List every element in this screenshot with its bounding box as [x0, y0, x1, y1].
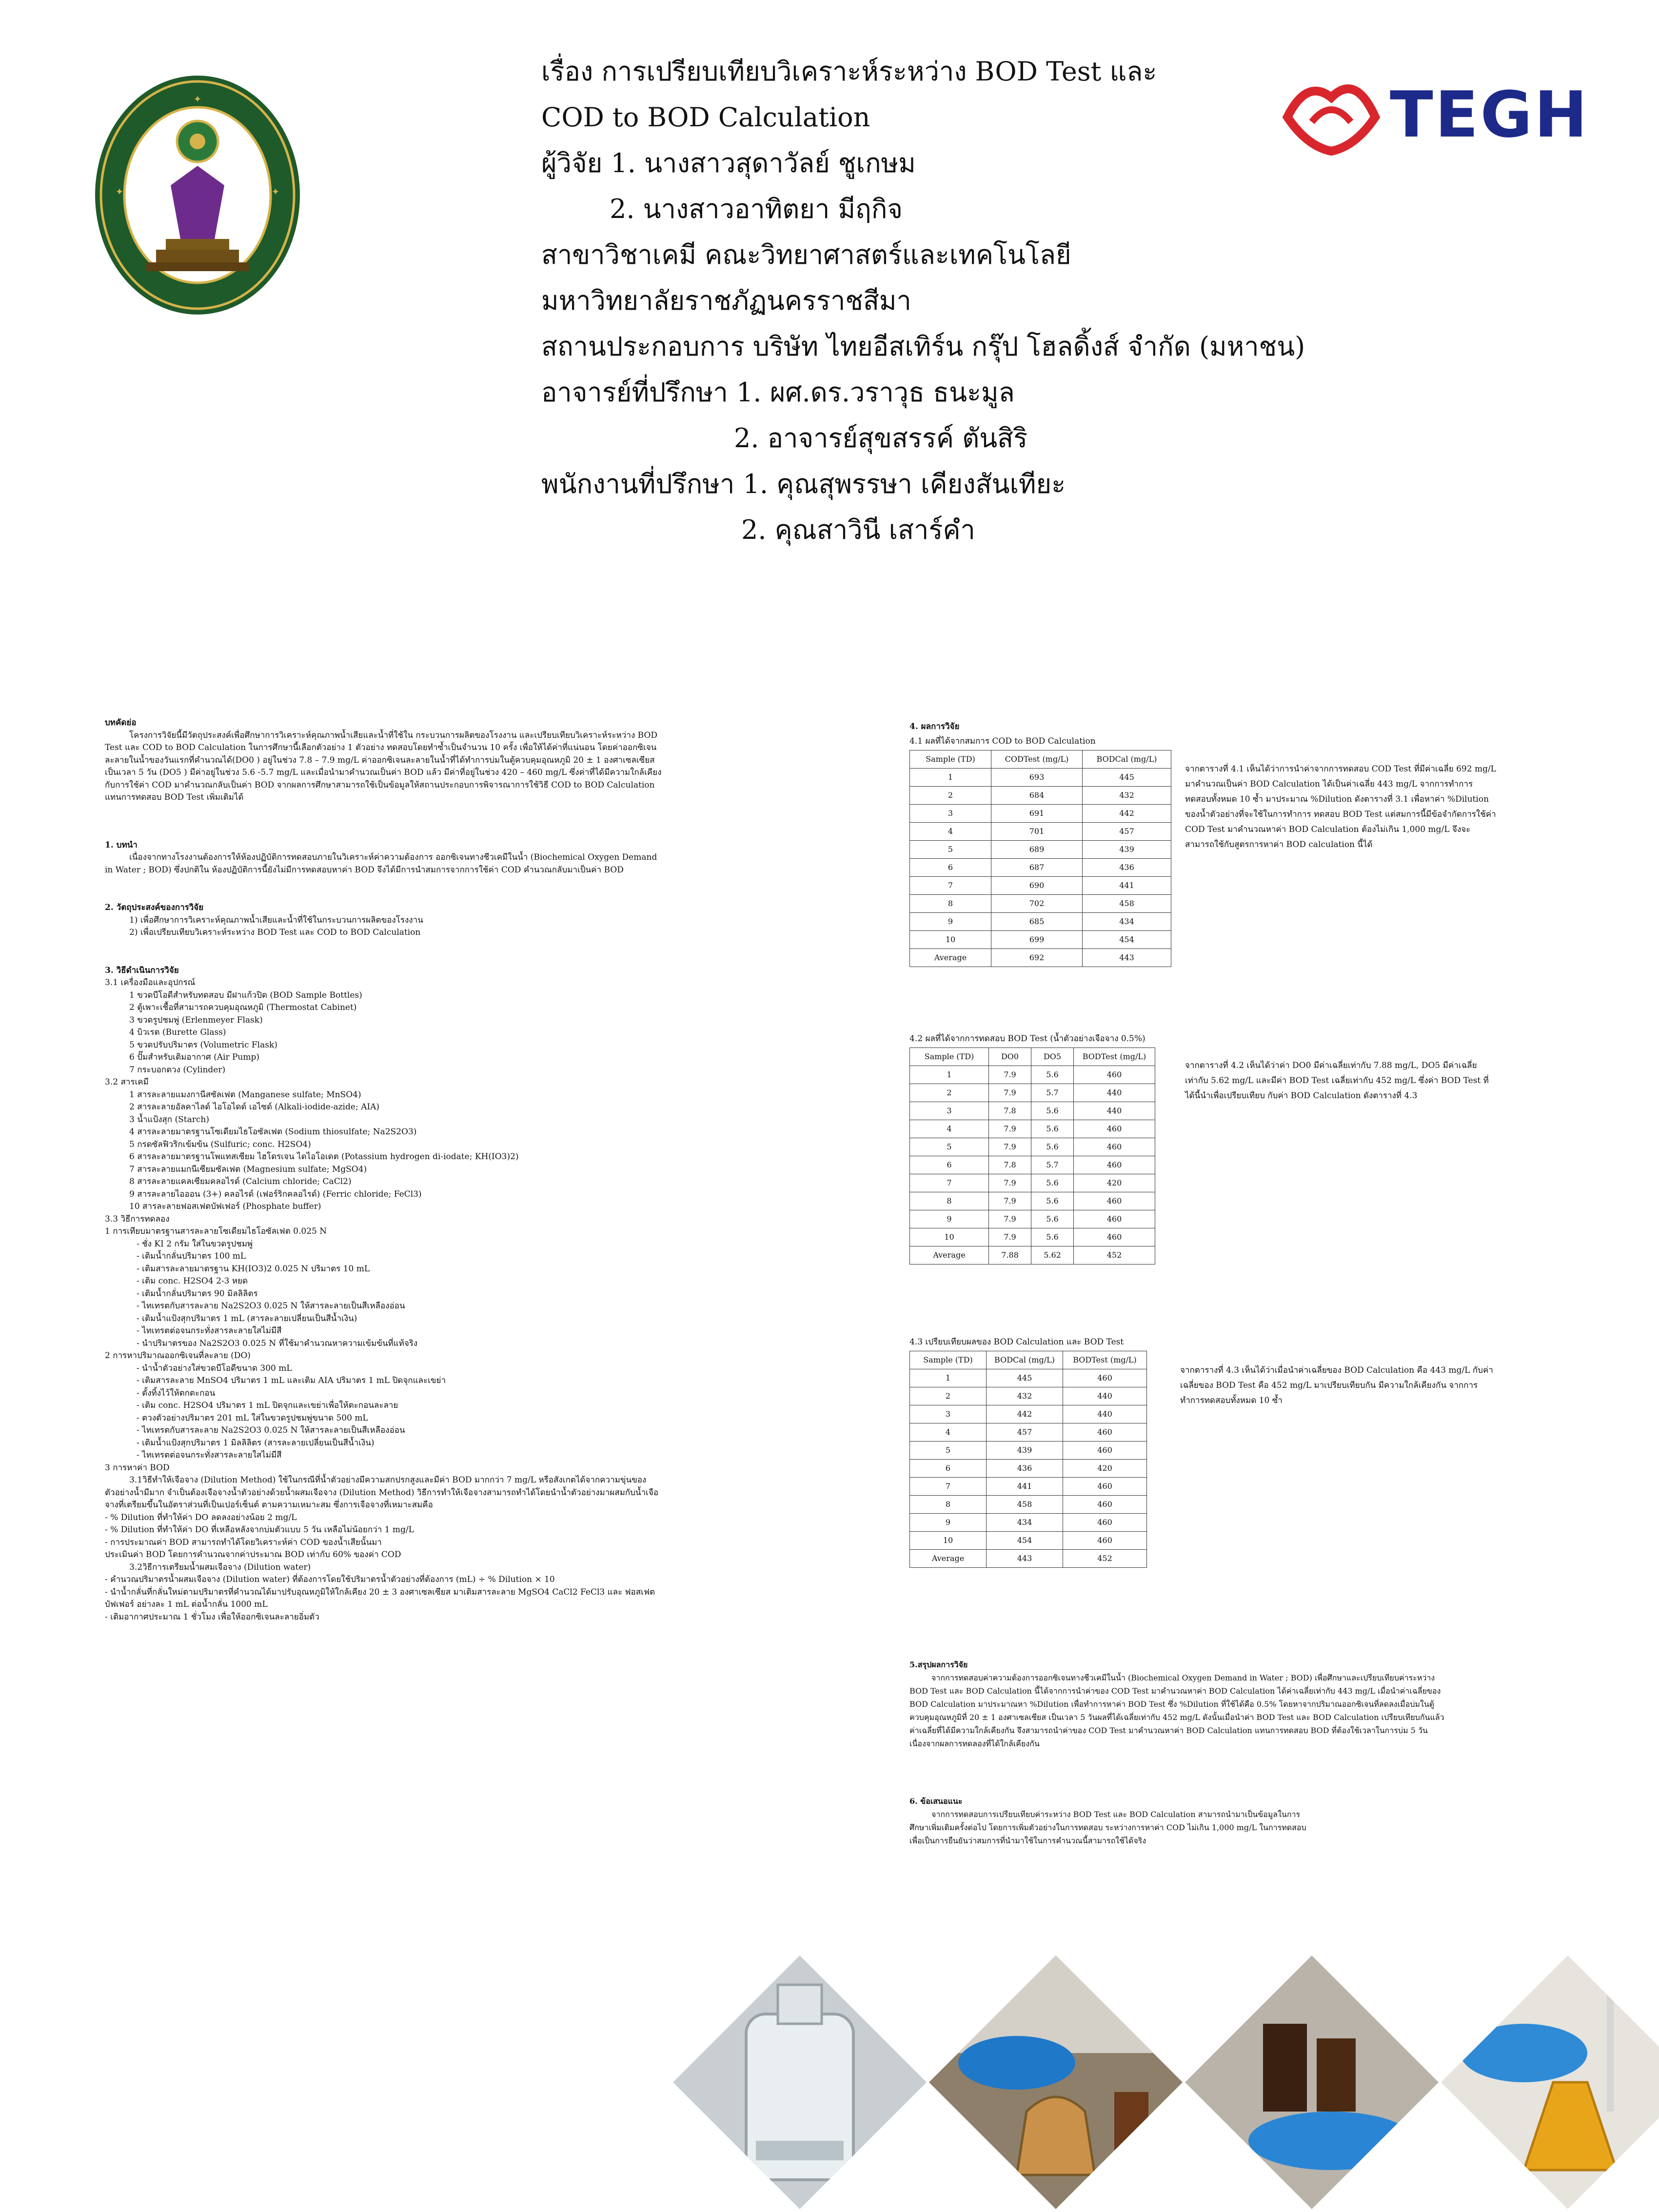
table-header-cell: CODTest (mg/L) — [991, 750, 1083, 769]
table-cell: 452 — [1063, 1550, 1147, 1568]
equipment-item: 3 ขวดรูปชมพู่ (Erlenmeyer Flask) — [129, 1015, 263, 1025]
table-2-caption: 4.2 ผลที่ได้จากการทดสอบ BOD Test (น้ำตัวอย่างเจือจาง 0.5%) — [909, 1034, 1146, 1044]
table-header-cell: DO5 — [1031, 1048, 1074, 1066]
table-cell: 5.6 — [1031, 1174, 1074, 1192]
table-row — [910, 1102, 1155, 1120]
photo-flask-yellow-graphic — [1441, 1955, 1659, 2209]
table-cell: 7 — [910, 877, 991, 895]
table-row — [910, 1210, 1155, 1228]
department: สาขาวิชาเคมี คณะวิทยาศาสตร์และเทคโนโลยี — [541, 239, 1071, 270]
table-row — [910, 1514, 1147, 1532]
table-cell: 439 — [1083, 841, 1171, 859]
equipment-item: 5 ขวดปรับปริมาตร (Volumetric Flask) — [129, 1040, 277, 1050]
table-cell: 457 — [987, 1423, 1063, 1442]
table-cell: 5.7 — [1031, 1156, 1074, 1174]
table-row — [910, 1387, 1147, 1405]
advisor-1: อาจารย์ที่ปรึกษา 1. ผศ.ดร.วราวุธ ธนะมูล — [541, 377, 1015, 408]
table-2-note: จากตารางที่ 4.2 เห็นได้ว่าค่า DO0 มีค่าเฉลี่ยเท่ากับ 7.88 mg/L, DO5 มีค่าเฉลี่ยเท่ากับ 5.62 mg/L และมีค่า BOD Test เฉลี่ยเท่ากับ 452 mg/L ซึ่งค่า BOD Test ที่ได้นี้นำเพื่อเปรียบเทียบ กับค่า BOD Calculation ดังตารางที่ 4.3 — [1185, 1061, 1489, 1101]
table-cell: 460 — [1063, 1423, 1147, 1442]
table-cell: 460 — [1074, 1210, 1155, 1228]
table-row — [910, 1478, 1147, 1496]
table-cell: 5.6 — [1031, 1192, 1074, 1210]
table-cell: 460 — [1063, 1532, 1147, 1550]
staff-advisor-1: พนักงานที่ปรึกษา 1. คุณสุพรรษา เคียงสันเทียะ — [541, 469, 1066, 499]
table-cell: 7.9 — [989, 1228, 1031, 1246]
equipment-item: 7 กระบอกตวง (Cylinder) — [129, 1065, 226, 1075]
table-cell: 454 — [1083, 931, 1171, 949]
procedure-3-2-item: - นำน้ำกลั่นที่กลั่นใหม่ตามปริมาตรที่คำนวณได้มาปรับอุณหภูมิให้ใกล้เคียง 20 ± 3 องศาเซลเซียส มาเติมสารละลาย MgSO4 CaCl2 FeCl3 และ ฟอสเฟตบัฟเฟอร์ อย่างละ 1 mL ต่อน้ำกลั่น 1000 mL — [105, 1587, 655, 1609]
table-cell: 2 — [910, 787, 991, 805]
table-cell: 436 — [987, 1460, 1063, 1478]
table-cell: 685 — [991, 913, 1083, 931]
photo-lab-work — [1185, 1955, 1439, 2209]
table-cell: 7.9 — [989, 1084, 1031, 1102]
recommend-text: จากการทดสอบการเปรียบเทียบค่าระหว่าง BOD Test และ BOD Calculation สามารถนำมาเป็นข้อมูลในการศึกษาเพิ่มเติมครั้งต่อไป โดยการเพิ่มตัวอย่างในการทดสอบ ระหว่างการหาค่า COD ไม่เกิน 1,000 mg/L ในการทดสอบเพื่อเป็นการยืนยันว่าสมการที่นำมาใช้ในการคำนวณนี้สามารถใช้ได้จริง — [909, 1810, 1306, 1845]
table-header-row — [910, 750, 1171, 769]
table-cell: 8 — [910, 1192, 989, 1210]
table-bod-comparison — [909, 1351, 1147, 1568]
table-cell: 458 — [1083, 895, 1171, 913]
objectives-title: 2. วัตถุประสงค์ของการวิจัย — [105, 903, 204, 912]
intro-text: เนื่องจากทางโรงงานต้องการให้ห้องปฏิบัติการทดสอบภายในวิเคราะห์ค่าความต้องการ ออกซิเจนทางชีวเคมีในน้ำ (Biochemical Oxygen Demand in Water ; BOD) ซึ่งปกติใน ห้องปฏิบัติการนี้ยังไม่มีการทดสอบหาค่า BOD จึงได้มีการนำสมการจากการใช้ค่า COD คำนวณกลับมาเป็นค่า BOD — [105, 852, 657, 875]
table-row — [910, 1496, 1147, 1514]
table-row — [910, 1156, 1155, 1174]
chemical-item: 9 สารละลายไอออน (3+) คลอไรด์ (เฟอร์ริกคลอไรด์) (Ferric chloride; FeCl3) — [129, 1189, 422, 1199]
table-cell: 441 — [1083, 877, 1171, 895]
table-cell: 434 — [987, 1514, 1063, 1532]
equipment-item: 1 ขวดบีโอดีสำหรับทดสอบ มีฝาแก้วปิด (BOD Sample Bottles) — [129, 990, 362, 1000]
table-cell: 687 — [991, 859, 1083, 877]
procedure-step: - เติมน้ำแป้งสุกปริมาตร 1 มิลลิลิตร (สารละลายเปลี่ยนเป็นสีน้ำเงิน) — [137, 1438, 375, 1448]
table-cell: 445 — [987, 1369, 1063, 1387]
title-line-1: เรื่อง การเปรียบเทียบวิเคราะห์ระหว่าง BOD Test และ — [541, 56, 1157, 87]
chemical-item: 4 สารละลายมาตรฐานโซเดียมไธโอซัลเฟต (Sodium thiosulfate; Na2S2O3) — [129, 1127, 417, 1137]
table-row — [910, 895, 1171, 913]
table-cell: 5 — [910, 841, 991, 859]
table-cell: 4 — [910, 1423, 987, 1442]
table-row — [910, 1066, 1155, 1084]
table-cell: 3 — [910, 805, 991, 823]
chemical-item: 6 สารละลายมาตรฐานโพแทสเซียม ไฮโดรเจน ไดไอโอเดต (Potassium hydrogen di-iodate; KH(IO3)2) — [129, 1152, 519, 1162]
table-row — [910, 1138, 1155, 1156]
table-cell: 1 — [910, 1369, 987, 1387]
table-row — [910, 1423, 1147, 1442]
procedure-step: - นำปริมาตรของ Na2S2O3 0.025 N ที่ใช้มาคำนวณหาความเข้มข้นที่แท้จริง — [137, 1338, 418, 1348]
table-cell: 7.8 — [989, 1156, 1031, 1174]
procedure-step: - เติมน้ำกลั่นปริมาตร 90 มิลลิลิตร — [137, 1288, 258, 1299]
table-cell: 689 — [991, 841, 1083, 859]
procedure-step: - เติมน้ำแป้งสุกปริมาตร 1 mL (สารละลายเปลี่ยนเป็นสีน้ำเงิน) — [137, 1313, 357, 1323]
table-row — [910, 787, 1171, 805]
table-cell: 460 — [1074, 1156, 1155, 1174]
procedure-3-2-title: 3.2วิธีการเตรียมน้ำผสมเจือจาง (Dilution water) — [129, 1562, 311, 1572]
intro-title: 1. บทนำ — [105, 840, 138, 850]
table-cell: 442 — [987, 1405, 1063, 1423]
procedure-3-item: ประเมินค่า BOD โดยการคำนวณจากค่าประมาณ BOD เท่ากับ 60% ของค่า COD — [105, 1550, 401, 1560]
photo-lab-work-graphic — [1185, 1955, 1439, 2209]
procedure-step: - เติมสารละลายมาตรฐาน KH(IO3)2 0.025 N ปริมาตร 10 mL — [137, 1264, 370, 1274]
photo-titration — [929, 1955, 1183, 2209]
table-cell: 460 — [1063, 1369, 1147, 1387]
procedure-3-title: 3 การหาค่า BOD — [105, 1462, 170, 1473]
equipment-title: 3.1 เครื่องมือและอุปกรณ์ — [105, 978, 196, 988]
title-line-2: COD to BOD Calculation — [541, 102, 870, 133]
table-row — [910, 1405, 1147, 1423]
table-header-cell: Sample (TD) — [910, 750, 991, 769]
table-cell: 460 — [1074, 1228, 1155, 1246]
chemical-item: 7 สารละลายแมกนีเซียมซัลเฟต (Magnesium sulfate; MgSO4) — [129, 1164, 367, 1174]
procedure-step: - เติม conc. H2SO4 ปริมาตร 1 mL ปิดจุกและเขย่าเพื่อให้ตะกอนละลาย — [137, 1401, 398, 1410]
table-cell: 460 — [1063, 1514, 1147, 1532]
table-cell: 7.9 — [989, 1210, 1031, 1228]
table-cell: 6 — [910, 1156, 989, 1174]
chemical-item: 8 สารละลายแคลเซียมคลอไรด์ (Calcium chloride; CaCl2) — [129, 1177, 352, 1186]
summary-text: จากการทดสอบค่าความต้องการออกซิเจนทางชีวเคมีในน้ำ (Biochemical Oxygen Demand in Water ; BOD) เพื่อศึกษาและเปรียบเทียบค่าระหว่าง BOD Test และ BOD Calculation นี้ได้จากการนำค่าของ COD Test มาคำนวณหาค่า BOD Calculation ได้ค่าเฉลี่ยเท่ากับ 443 mg/L เมื่อนำค่าเฉลี่ยของ BOD Calculation มาประมาณหา %Dilution เพื่อทำการหาค่า BOD Test ซึ่ง %Dilution ที่ใช้ได้คือ 0.5% โดยหาจากปริมาณออกซิเจนที่ลดลงเมื่อบ่มในตู้ควบคุมอุณหภูมิที่ 20 ± 1 องศาเซลเซียส เป็นเวลา 5 วันผลที่ได้เฉลี่ยเท่ากับ 452 mg/L ดังนั้นเมื่อนำค่า BOD Test และ BOD Calculation เปรียบเทียบกันแล้ว ค่าเฉลี่ยที่ได้มีความใกล้เคียงกัน จึงสามารถนำค่าของ COD Test มาคำนวณหาค่า BOD Calculation แทนการทดสอบ BOD ที่ต้องใช้เวลาในการบ่ม 5 วัน เนื่องจากผลการทดลองที่ได้ใกล้เคียงกัน — [909, 1673, 1444, 1748]
table-cod-to-bod — [909, 750, 1171, 967]
table-3-caption: 4.3 เปรียบเทียบผลของ BOD Calculation และ BOD Test — [909, 1337, 1124, 1347]
procedure-2-title: 2 การหาปริมาณออกซิเจนที่ละลาย (DO) — [105, 1351, 251, 1361]
procedure-3-2-item: - เติมอากาศประมาณ 1 ชั่วโมง เพื่อให้ออกซิเจนละลายอิ่มตัว — [105, 1612, 319, 1622]
abstract-text: โครงการวิจัยนี้มีวัตถุประสงค์เพื่อศึกษาการวิเคราะห์คุณภาพน้ำเสียและน้ำที่ใช้ใน กระบวนการผลิตของโรงงาน และเปรียบเทียบวิเคราะห์ระหว่าง BOD Test และ COD to BOD Calculation ในการศึกษานี้เลือกตัวอย่าง 1 ตัวอย่าง ทดสอบโดยทำซ้ำเป็นจำนวน 10 ครั้ง เพื่อให้ได้ค่าที่แน่นอน โดยค่าออกซิเจนละลายในน้ำของวันแรกที่คำนวณได้(DO0 ) อยู่ในช่วง 7.8 – 7.9 mg/L ค่าออกซิเจนละลายในน้ำที่ได้ทำการบ่มในตู้ควบคุมอุณหภูมิ 20 ± 1 องศาเซลเซียส เป็นเวลา 5 วัน (DO5 ) มีค่าอยู่ในช่วง 5.6 -5.7 mg/L และเมื่อนำมาคำนวณเป็นค่า BOD แล้ว มีค่าที่อยู่ในช่วง 420 – 460 mg/L ซึ่งค่าที่ได้มีความใกล้เคียงกับการใช้ค่า COD มาคำนวณกลับเป็นค่า BOD จากผลการศึกษาสามารถใช้เป็นข้อมูลให้สถานประกอบการพิจารณาการใช้วิธี COD to BOD Calculation แทนการทดสอบ BOD Test เพิ่มเติมได้ — [105, 730, 662, 802]
table-cell: 6 — [910, 859, 991, 877]
table-row — [910, 931, 1171, 949]
table-cell: 7.9 — [989, 1192, 1031, 1210]
table-cell: 699 — [991, 931, 1083, 949]
procedure-3-item: - การประมาณค่า BOD สามารถทำได้โดยวิเคราะห์ค่า COD ของน้ำเสียนั้นมา — [105, 1537, 382, 1547]
table-row — [910, 1084, 1155, 1102]
table-cell: 432 — [1083, 787, 1171, 805]
table-row — [910, 841, 1171, 859]
procedure-3-2-item: - คำนวณปริมาตรน้ำผสมเจือจาง (Dilution water) ที่ต้องการโดยใช้ปริมาตรน้ำตัวอย่างที่ต้องการ (mL) ÷ % Dilution × 10 — [105, 1575, 555, 1584]
table-cell: 420 — [1063, 1460, 1147, 1478]
table-cell: 684 — [991, 787, 1083, 805]
chemical-item: 5 กรดซัลฟิวริกเข้มข้น (Sulfuric; conc. H2SO4) — [129, 1139, 311, 1149]
svg-text:TEGH: TEGH — [1390, 78, 1589, 152]
objective-item: 2) เพื่อเปรียบเทียบวิเคราะห์ระหว่าง BOD Test และ COD to BOD Calculation — [129, 928, 421, 937]
equipment-item: 6 ปั๊มสำหรับเติมอากาศ (Air Pump) — [129, 1052, 260, 1062]
table-row — [910, 1120, 1155, 1138]
svg-text:✦: ✦ — [193, 93, 202, 105]
table-cell: 7.88 — [989, 1246, 1031, 1264]
table-cell: 460 — [1074, 1192, 1155, 1210]
table-cell: 7.9 — [989, 1120, 1031, 1138]
chemical-item: 1 สารละลายแมงกานีสซัลเฟต (Manganese sulfate; MnSO4) — [129, 1089, 361, 1100]
table-cell: 460 — [1074, 1138, 1155, 1156]
photo-titration-graphic — [929, 1955, 1183, 2209]
svg-text:✦: ✦ — [271, 186, 280, 198]
table-cell: 5.6 — [1031, 1210, 1074, 1228]
table-header-cell: BODTest (mg/L) — [1063, 1351, 1147, 1369]
table-row — [910, 1550, 1147, 1568]
results-title: 4. ผลการวิจัย — [909, 722, 960, 731]
left-column — [105, 717, 666, 1623]
photo-bod-bottle-graphic — [673, 1955, 927, 2209]
table-header-row — [910, 1351, 1147, 1369]
table-cell: Average — [910, 1550, 987, 1568]
procedure-step: - ไทเทรตต่อจนกระทั่งสารละลายใสไม่มีสี — [137, 1326, 282, 1336]
table-row — [910, 1192, 1155, 1210]
table-cell: 690 — [991, 877, 1083, 895]
chemical-item: 3 น้ำแป้งสุก (Starch) — [129, 1114, 209, 1125]
procedure-step: - ชั่ง KI 2 กรัม ใส่ในขวดรูปชมพู่ — [137, 1239, 253, 1249]
photo-bod-bottle — [673, 1955, 927, 2209]
table-row — [910, 823, 1171, 841]
procedure-step: - ตวงตัวอย่างปริมาตร 201 mL ใส่ในขวดรูปชมพู่ขนาด 500 mL — [137, 1413, 368, 1423]
table-cell: 443 — [1083, 949, 1171, 967]
table-cell: 693 — [991, 769, 1083, 787]
procedure-step: - เติม conc. H2SO4 2-3 หยด — [137, 1276, 248, 1286]
procedure-title: 3.3 วิธีการทดลอง — [105, 1214, 170, 1224]
table-cell: 440 — [1063, 1387, 1147, 1405]
table-cell: 445 — [1083, 769, 1171, 787]
table-cell: 439 — [987, 1442, 1063, 1460]
table-header-cell: Sample (TD) — [910, 1048, 989, 1066]
objective-item: 1) เพื่อศึกษาการวิเคราะห์คุณภาพน้ำเสียและน้ำที่ใช้ในกระบวนการผลิตของโรงงาน — [129, 915, 423, 925]
table-cell: 9 — [910, 1210, 989, 1228]
table-cell: 5 — [910, 1138, 989, 1156]
table-cell: 9 — [910, 913, 991, 931]
table-cell: Average — [910, 1246, 989, 1264]
table-cell: 10 — [910, 1228, 989, 1246]
table-cell: 460 — [1074, 1120, 1155, 1138]
table-cell: 442 — [1083, 805, 1171, 823]
table-row — [910, 769, 1171, 787]
researcher-2: 2. นางสาวอาทิตยา มีฤกิจ — [610, 194, 903, 224]
table-1-caption: 4.1 ผลที่ได้จากสมการ COD to BOD Calculation — [909, 736, 1096, 746]
table-cell: 8 — [910, 1496, 987, 1514]
photo-flask-yellow — [1441, 1955, 1659, 2209]
table-row — [910, 1228, 1155, 1246]
procedure-step: - เติมน้ำกลั่นปริมาตร 100 mL — [137, 1251, 246, 1261]
table-cell: 434 — [1083, 913, 1171, 931]
table-cell: 436 — [1083, 859, 1171, 877]
table-cell: 441 — [987, 1478, 1063, 1496]
table-cell: Average — [910, 949, 991, 967]
table-cell: 7 — [910, 1478, 987, 1496]
table-cell: 443 — [987, 1550, 1063, 1568]
table-row — [910, 1532, 1147, 1550]
table-cell: 1 — [910, 769, 991, 787]
table-bod-test — [909, 1047, 1155, 1264]
table-cell: 432 — [987, 1387, 1063, 1405]
table-header-cell: BODCal (mg/L) — [1083, 750, 1171, 769]
table-header-cell: Sample (TD) — [910, 1351, 987, 1369]
table-3-note: จากตารางที่ 4.3 เห็นได้ว่าเมื่อนำค่าเฉลี่ยของ BOD Calculation คือ 443 mg/L กับค่าเฉลี่ยของ BOD Test คือ 452 mg/L มาเปรียบเทียบกัน มีความใกล้เคียงกัน จากการทำการทดสอบทั้งหมด 10 ซ้ำ — [1180, 1365, 1493, 1405]
abstract-title: บทคัดย่อ — [105, 718, 137, 728]
procedure-3-intro: 3.1วิธีทำให้เจือจาง (Dilution Method) ใช้ในกรณีที่น้ำตัวอย่างมีความสกปรกสูงและมีค่า BOD มากกว่า 7 mg/L หรือสังเกตได้จากความขุ่นของตัวอย่างน้ำมีมาก จำเป็นต้องเจือจางน้ำตัวอย่างด้วยน้ำผสมเจือจาง (Dilution Method) วิธีการทำให้เจือจางสามารถทำได้โดยนำน้ำตัวอย่างมาผสมกับน้ำเจือจางที่เตรียมขึ้นในอัตราส่วนที่เป็นเปอร์เซ็นต์ ตามความเหมาะสม ซึ่งการเจือจางที่เหมาะสมคือ — [105, 1475, 659, 1510]
table-cell: 454 — [987, 1532, 1063, 1550]
table-cell: 5.6 — [1031, 1102, 1074, 1120]
table-cell: 2 — [910, 1084, 989, 1102]
table-cell: 460 — [1063, 1496, 1147, 1514]
table-cell: 440 — [1074, 1084, 1155, 1102]
staff-advisor-2: 2. คุณสาวินี เสาร์คำ — [741, 514, 975, 545]
chemical-item: 2 สารละลายอัลคาไลด์ ไอโอไดด์ เอไซด์ (Alkali-iodide-azide; AIA) — [129, 1102, 379, 1112]
table-cell: 8 — [910, 895, 991, 913]
table-row — [910, 949, 1171, 967]
table-cell: 457 — [1083, 823, 1171, 841]
table-cell: 5.6 — [1031, 1138, 1074, 1156]
procedure-step: - ไทเทรตกับสารละลาย Na2S2O3 0.025 N ให้สารละลายเป็นสีเหลืองอ่อน — [137, 1425, 405, 1435]
table-cell: 702 — [991, 895, 1083, 913]
procedure-step: - เติมสารละลาย MnSO4 ปริมาตร 1 mL และเติม AIA ปริมาตร 1 mL ปิดจุกและเขย่า — [137, 1376, 446, 1385]
table-cell: 452 — [1074, 1246, 1155, 1264]
table-header-cell: BODTest (mg/L) — [1074, 1048, 1155, 1066]
summary-title: 5.สรุปผลการวิจัย — [909, 1660, 968, 1669]
table-cell: 7 — [910, 1174, 989, 1192]
table-row — [910, 859, 1171, 877]
table-cell: 10 — [910, 931, 991, 949]
table-cell: 1 — [910, 1066, 989, 1084]
university: มหาวิทยาลัยราชภัฏนครราชสีมา — [541, 285, 911, 316]
university-seal — [93, 73, 302, 317]
company: สถานประกอบการ บริษัท ไทยอีสเทิร์น กรุ๊ป โฮลดิ้งส์ จำกัด (มหาชน) — [541, 331, 1305, 362]
procedure-3-item: - % Dilution ที่ทำให้ค่า DO ที่เหลือหลังจากบ่มตัวแบบ 5 วัน เหลือไม่น้อยกว่า 1 mg/L — [105, 1525, 414, 1535]
table-cell: 4 — [910, 823, 991, 841]
table-header-cell: DO0 — [989, 1048, 1031, 1066]
table-cell: 691 — [991, 805, 1083, 823]
summary-section — [909, 1658, 1456, 1750]
procedure-1-title: 1 การเทียบมาตรฐานสารละลายโซเดียมไธโอซัลเฟต 0.025 N — [105, 1226, 327, 1236]
table-cell: 440 — [1063, 1405, 1147, 1423]
table-header-row — [910, 1048, 1155, 1066]
table-cell: 5.7 — [1031, 1084, 1074, 1102]
table-1-note: จากตารางที่ 4.1 เห็นได้ว่าการนำค่าจากการทดสอบ COD Test ที่มีค่าเฉลี่ย 692 mg/L มาคำนวณเป็นค่า BOD Calculation ได้เป็นค่าเฉลี่ย 443 mg/L จากการทำการทดสอบทั้งหมด 10 ซ้ำ มาประมาณ %Dilution ดังตารางที่ 3.1 เพื่อหาค่า %Dilution ของน้ำตัวอย่างที่จะใช้ในการทำการ ทดสอบ BOD Test แต่สมการนี้มีข้อจำกัดการใช้ค่า COD Test มาคำนวณหาค่า BOD Calculation ต้องไม่เกิน 1,000 mg/L จึงจะสามารถใช้กับสูตรการหาค่า BOD calculation นี้ได้ — [1185, 764, 1496, 849]
table-cell: 460 — [1063, 1442, 1147, 1460]
table-cell: 2 — [910, 1387, 987, 1405]
table-cell: 5.6 — [1031, 1120, 1074, 1138]
table-cell: 5 — [910, 1442, 987, 1460]
advisor-2: 2. อาจารย์สุขสรรค์ ตันสิริ — [734, 423, 1028, 454]
table-cell: 460 — [1063, 1478, 1147, 1496]
table-row — [910, 1246, 1155, 1264]
university-seal-graphic — [93, 73, 302, 317]
procedure-step: - ไทเทรตกับสารละลาย Na2S2O3 0.025 N ให้สารละลายเป็นสีเหลืองอ่อน — [137, 1301, 405, 1311]
table-cell: 440 — [1074, 1102, 1155, 1120]
table-cell: 5.6 — [1031, 1228, 1074, 1246]
recommend-title: 6. ข้อเสนอแนะ — [909, 1797, 963, 1806]
table-cell: 5.62 — [1031, 1246, 1074, 1264]
table-cell: 9 — [910, 1514, 987, 1532]
table-row — [910, 805, 1171, 823]
table-cell: 5.6 — [1031, 1066, 1074, 1084]
table-cell: 7.9 — [989, 1174, 1031, 1192]
table-header-cell: BODCal (mg/L) — [987, 1351, 1063, 1369]
recommend-section — [909, 1795, 1309, 1847]
poster-header — [541, 49, 1468, 553]
methods-title: 3. วิธีดำเนินการวิจัย — [105, 965, 179, 975]
table-cell: 7.9 — [989, 1066, 1031, 1084]
table-row — [910, 1369, 1147, 1387]
table-cell: 6 — [910, 1460, 987, 1478]
table-cell: 7.9 — [989, 1138, 1031, 1156]
chemical-item: 10 สารละลายฟอสเฟตบัฟเฟอร์ (Phosphate buffer) — [129, 1202, 321, 1211]
procedure-step: - ไทเทรตต่อจนกระทั่งสารละลายใสไม่มีสี — [137, 1450, 282, 1460]
table-cell: 7.8 — [989, 1102, 1031, 1120]
researcher-1: ผู้วิจัย 1. นางสาวสุดาวัลย์ ชูเกษม — [541, 148, 916, 178]
equipment-item: 4 บิวเรต (Burette Glass) — [129, 1027, 226, 1037]
table-row — [910, 877, 1171, 895]
table-cell: 3 — [910, 1102, 989, 1120]
table-cell: 458 — [987, 1496, 1063, 1514]
table-row — [910, 1174, 1155, 1192]
equipment-item: 2 ตู้เพาะเชื้อที่สามารถควบคุมอุณหภูมิ (Thermostat Cabinet) — [129, 1003, 357, 1012]
chemicals-title: 3.2 สารเคมี — [105, 1077, 149, 1087]
table-cell: 420 — [1074, 1174, 1155, 1192]
table-cell: 4 — [910, 1120, 989, 1138]
table-cell: 3 — [910, 1405, 987, 1423]
procedure-3-item: - % Dilution ที่ทำให้ค่า DO ลดลงอย่างน้อย 2 mg/L — [105, 1512, 297, 1522]
table-row — [910, 1460, 1147, 1478]
table-cell: 10 — [910, 1532, 987, 1550]
procedure-step: - นำน้ำตัวอย่างใส่ขวดบีโอดีขนาด 300 mL — [137, 1363, 292, 1373]
table-cell: 460 — [1074, 1066, 1155, 1084]
svg-text:✦: ✦ — [115, 186, 124, 198]
table-row — [910, 913, 1171, 931]
procedure-step: - ตั้งทิ้งไว้ให้ตกตะกอน — [137, 1388, 216, 1398]
table-cell: 692 — [991, 949, 1083, 967]
table-row — [910, 1442, 1147, 1460]
table-cell: 701 — [991, 823, 1083, 841]
